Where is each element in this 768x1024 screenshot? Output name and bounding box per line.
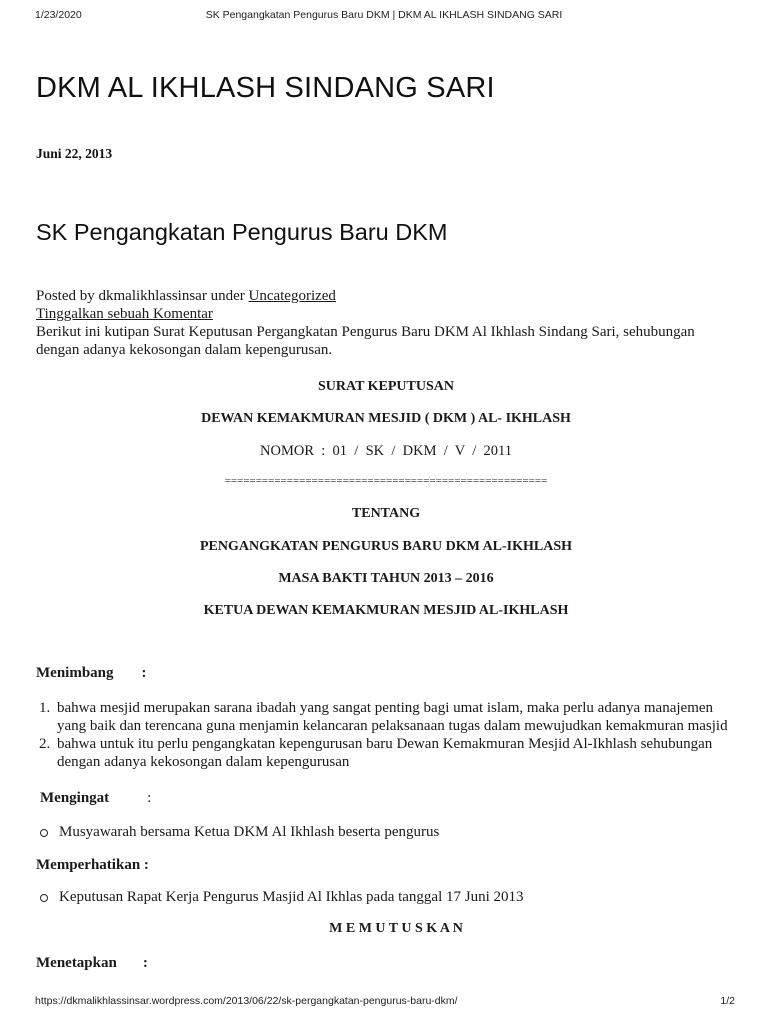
post-meta xyxy=(36,287,736,305)
mengingat-line xyxy=(36,789,736,807)
menimbang-colon: : xyxy=(141,665,147,681)
list-item: 2. bahwa untuk itu perlu pengangkatan kepengurusan baru Dewan Kemakmuran Mesjid Al-Ikhlash sehubungan dengan adanya kekosongan dalam kepengurusan xyxy=(54,735,736,771)
letter-issuer: DEWAN KEMAKMURAN MESJID ( DKM ) AL- IKHLASH xyxy=(201,411,571,426)
letter-subject: PENGANGKATAN PENGURUS BARU DKM AL-IKHLASH xyxy=(199,539,573,554)
menimbang-line xyxy=(36,664,736,682)
menetapkan-colon: : xyxy=(142,955,148,971)
separator-line: ==================================================== xyxy=(224,475,548,487)
memperhatikan-label: Memperhatikan : xyxy=(36,857,149,873)
post-date[interactable]: Juni 22, 2013 xyxy=(36,146,113,161)
comment-line xyxy=(36,305,736,323)
mengingat-colon: : xyxy=(147,790,152,806)
page-number: 1/2 xyxy=(720,995,735,1007)
circle-bullet-icon xyxy=(40,894,48,902)
intro-paragraph: Berikut ini kutipan Surat Keputusan Pergangkatan Pengurus Baru DKM Al Ikhlash Sindang Sari, sehubungan dengan adanya kekosongan dalam kepengurusan. xyxy=(36,324,695,358)
post-title[interactable]: SK Pengangkatan Pengurus Baru DKM xyxy=(36,219,448,245)
tentang-heading: TENTANG xyxy=(351,506,421,521)
print-footer xyxy=(0,995,768,1009)
issuer-title: KETUA DEWAN KEMAKMURAN MESJID AL-IKHLASH xyxy=(203,603,569,618)
print-url: https://dkmalikhlassinsar.wordpress.com/2013/06/22/sk-pergangkatan-pengurus-baru-dkm/ xyxy=(35,995,458,1007)
memutuskan-heading: M E M U T U S K A N xyxy=(329,921,463,936)
menimbang-label: Menimbang xyxy=(36,665,114,681)
menetapkan-label: Menetapkan xyxy=(36,955,117,971)
circle-bullet-icon xyxy=(40,829,48,837)
list-item: 1. bahwa mesjid merupakan sarana ibadah yang sangat penting bagi umat islam, maka perlu adanya manajemen yang baik dan terencana guna menjamin kelancaran pelaksanaan tugas dalam mewujudkan kemakmuran masjid xyxy=(54,699,736,735)
print-page-title: SK Pengangkatan Pengurus Baru DKM | DKM AL IKHLASH SINDANG SARI xyxy=(205,9,563,21)
menetapkan-line xyxy=(36,954,736,972)
service-period: MASA BAKTI TAHUN 2013 – 2016 xyxy=(278,571,494,586)
comment-link[interactable]: Tinggalkan sebuah Komentar xyxy=(36,306,213,322)
letter-number: NOMOR : 01 / SK / DKM / V / 2011 xyxy=(260,443,512,459)
list-item: Keputusan Rapat Kerja Pengurus Masjid Al Ikhlas pada tanggal 17 Juni 2013 xyxy=(40,888,736,906)
memperhatikan-list xyxy=(36,888,736,906)
site-title[interactable]: DKM AL IKHLASH SINDANG SARI xyxy=(36,72,495,104)
letter-heading: SURAT KEPUTUSAN xyxy=(317,379,454,394)
print-header xyxy=(0,9,768,23)
post-content xyxy=(36,287,736,972)
memperhatikan-line xyxy=(36,856,736,874)
print-date: 1/23/2020 xyxy=(35,9,82,21)
posted-by-text: Posted by dkmalikhlassinsar under xyxy=(36,288,249,304)
mengingat-label: Mengingat xyxy=(40,790,110,806)
mengingat-list xyxy=(36,823,736,841)
menimbang-list xyxy=(36,699,736,771)
list-item: Musyawarah bersama Ketua DKM Al Ikhlash beserta pengurus xyxy=(40,823,736,841)
category-link[interactable]: Uncategorized xyxy=(248,288,336,304)
